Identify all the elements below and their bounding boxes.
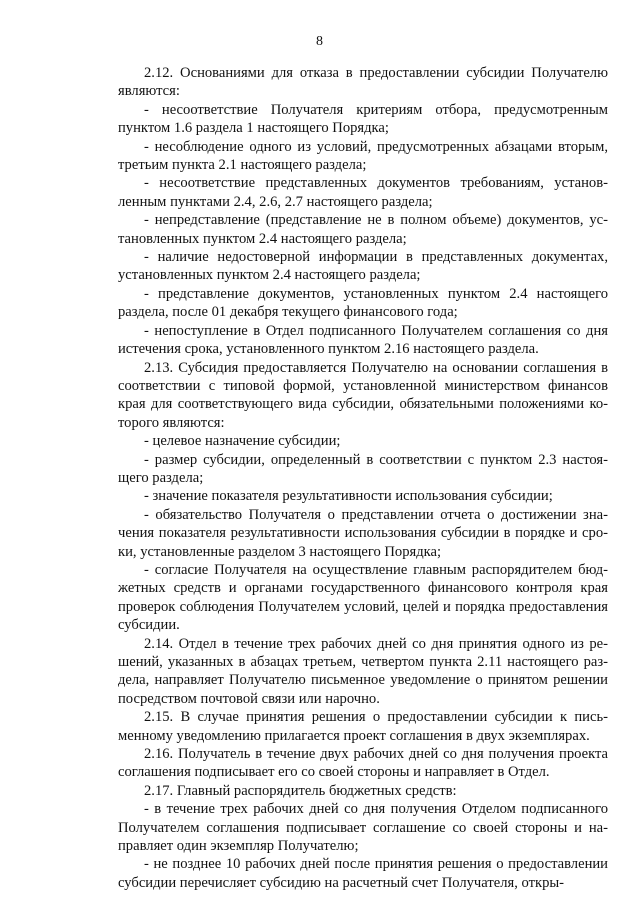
list-item: - представление документов, установленных пунктом 2.4 настоящего раздела, после 01 декабря текущего финансового года; (118, 285, 608, 321)
page-number: 8 (316, 34, 323, 49)
list-item: - наличие недостоверной информации в представленных документах, установленных пунктом 2.4 настоящего раздела; (118, 249, 608, 284)
list-item: - непредставление (представление не в полном объеме) документов, установленных пунктом 2.4 настоящего раздела; (118, 212, 608, 247)
list-item: - в течение трех рабочих дней со дня получения Отделом подписанного Получателем соглашения подписывает соглашение со своей стороны и направляет один экземпляр Получателю; (118, 801, 608, 855)
paragraph-2-13: 2.13. Субсидия предоставляется Получателю на основании соглашения в соответствии с типовой формой, установленной министерством финансов края для соответствующего вида субсидии, обязательными положениями которого являются: (118, 359, 608, 431)
paragraph-2-17: 2.17. Главный распорядитель бюджетных средств: (144, 782, 457, 799)
list-item: - согласие Получателя на осуществление главным распорядителем бюджетных средств и органами государственного финансового контроля края проверок соблюдения Получателем условий, целей и порядка предоставления субсидии. (118, 561, 608, 634)
list-item: - несоблюдение одного из условий, предусмотренных абзацами вторым, третьим пункта 2.1 настоящего раздела; (118, 138, 608, 174)
list-item: - непоступление в Отдел подписанного Получателем соглашения со дня истечения срока, установленного пунктом 2.16 настоящего раздела. (118, 322, 608, 358)
list-item: - несоответствие представленных документов требованиям, установленным пунктами 2.4, 2.6, 2.7 настоящего раздела; (118, 175, 608, 210)
paragraph-2-12: 2.12. Основаниями для отказа в предоставлении субсидии Получателю являются: (118, 65, 608, 100)
list-item: - целевое назначение субсидии; (144, 433, 341, 450)
list-item: - размер субсидии, определенный в соответствии с пунктом 2.3 настоящего раздела; (118, 451, 608, 486)
paragraph-2-16: 2.16. Получатель в течение двух рабочих дней со дня получения проекта соглашения подписывает его со своей стороны и направляет в Отдел. (118, 746, 608, 781)
paragraph-2-14: 2.14. Отдел в течение трех рабочих дней со дня принятия одного из решений, указанных в абзацах третьем, четвертом пункта 2.11 настоящего раздела, направляет Получателю письменное уведомление о принятом решении посредством почтовой связи или нарочно. (118, 635, 608, 707)
list-item: - несоответствие Получателя критериям отбора, предусмотренным пунктом 1.6 раздела 1 настоящего Порядка; (118, 101, 608, 137)
list-item: - обязательство Получателя о представлении отчета о достижении значения показателя результативности использования субсидии в порядке и сроки, установленные разделом 3 настоящего Порядка; (118, 506, 608, 560)
list-item: - не позднее 10 рабочих дней после принятия решения о предоставлении субсидии перечисляет субсидию на расчетный счет Получателя, откры- (118, 856, 608, 891)
paragraph-2-15: 2.15. В случае принятия решения о предоставлении субсидии к письменному уведомлению прилагается проект соглашения в двух экземплярах. (118, 709, 608, 744)
list-item: - значение показателя результативности использования субсидии; (144, 488, 553, 505)
document-body (118, 64, 608, 892)
